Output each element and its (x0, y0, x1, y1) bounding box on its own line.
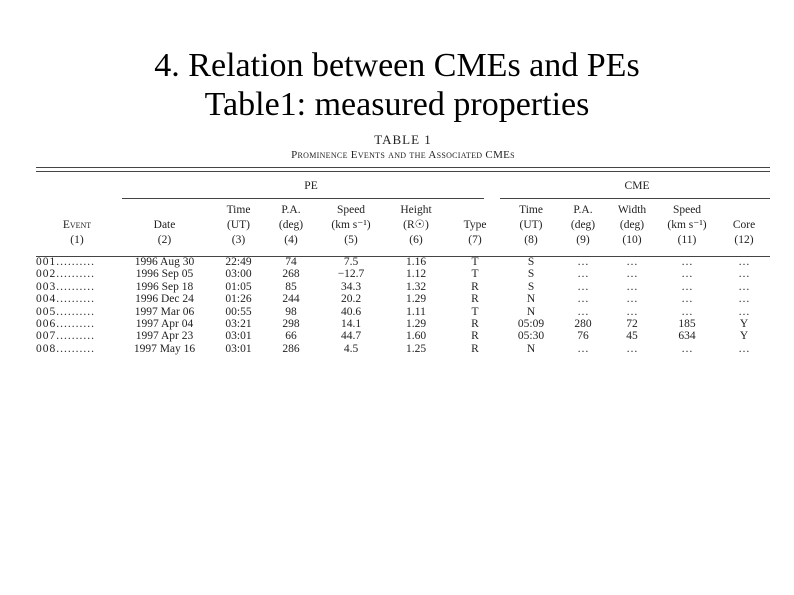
column-number: (9) (576, 234, 590, 246)
table-cell: 45 (626, 330, 638, 343)
table-cell: … (626, 305, 638, 318)
table-cell: 1.25 (405, 342, 427, 355)
table-cell: 280 (574, 318, 592, 331)
table-cell: 03:01 (225, 330, 252, 343)
event-cell: 004.......... (36, 293, 95, 306)
column-header: Core (732, 219, 756, 231)
table-cell: 01:05 (225, 280, 252, 293)
table-cell: … (577, 268, 589, 281)
column-header (36, 203, 118, 218)
table-cell: 05:30 (517, 330, 545, 343)
table-cell: Y (739, 330, 749, 343)
table-cell: … (626, 342, 638, 355)
column-header: (UT) (519, 219, 543, 231)
table-cell: … (738, 256, 750, 268)
event-cell: 005.......... (36, 305, 95, 318)
table-cell: 34.3 (340, 280, 362, 293)
table-cell: 03:01 (225, 342, 252, 355)
table-row (36, 281, 770, 293)
table-row (36, 256, 770, 268)
table-cell: R (471, 293, 479, 306)
table-cell: … (738, 305, 750, 318)
column-header: Time (519, 204, 543, 216)
table-cell: 20.2 (340, 293, 362, 306)
table-cell: R (471, 342, 479, 355)
table-cell: … (681, 268, 693, 281)
table-cell: … (626, 256, 638, 268)
event-cell: 002.......... (36, 268, 95, 281)
table-cell: T (471, 256, 479, 268)
slide-title: 4. Relation between CMEs and PEs (154, 47, 640, 84)
table-row (36, 306, 770, 318)
table-cell: … (681, 293, 693, 306)
table-cell: T (471, 305, 479, 318)
table-cell: … (577, 342, 589, 355)
table-cell: 286 (282, 342, 300, 355)
column-header (718, 203, 770, 218)
table-cell: 03:00 (225, 268, 252, 281)
properties-table (36, 175, 770, 355)
table-cell: N (526, 342, 536, 355)
table-cell: R (471, 318, 479, 331)
table-cell: 1997 Apr 04 (135, 318, 194, 331)
table-cell: R (471, 280, 479, 293)
group-header-cme: CME (624, 180, 650, 192)
table-cell: … (681, 305, 693, 318)
table-cell: 01:26 (225, 293, 252, 306)
column-number: (7) (468, 234, 482, 246)
column-header: P.A. (573, 204, 593, 216)
column-header: (UT) (227, 219, 250, 231)
column-header: (deg) (619, 219, 645, 231)
column-header: (km s⁻¹) (667, 219, 707, 231)
table-cell: 1997 Mar 06 (134, 305, 195, 318)
table-cell: 1.12 (405, 268, 427, 281)
table-cell: T (471, 268, 479, 281)
table-top-rule (36, 167, 770, 168)
column-header: Event (62, 219, 92, 231)
column-header (118, 203, 211, 218)
table-cell: … (738, 342, 750, 355)
column-header: Speed (336, 204, 366, 216)
table-cell: … (681, 342, 693, 355)
column-header: Time (226, 204, 251, 216)
table-cell: … (681, 280, 693, 293)
table-cell: 185 (678, 318, 696, 331)
table-cell: 7.5 (343, 256, 359, 268)
table-cell: … (738, 293, 750, 306)
event-cell: 003.......... (36, 280, 95, 293)
table-cell: … (577, 256, 589, 268)
table-cell: 00:55 (225, 305, 252, 318)
table-cell: 1.11 (406, 305, 426, 318)
column-header: (R☉) (403, 219, 429, 231)
event-cell: 008.......... (36, 342, 95, 355)
table-cell: 4.5 (343, 342, 359, 355)
column-header: Type (463, 219, 487, 231)
table-cell: S (527, 256, 535, 268)
column-header: Date (153, 219, 176, 231)
table-caption: Prominence Events and the Associated CMEs (291, 149, 515, 161)
table-cell: 268 (282, 268, 300, 281)
table-label: TABLE 1 (374, 132, 432, 147)
table-cell: S (527, 280, 535, 293)
table-cell: 1996 Dec 24 (135, 293, 194, 306)
column-header (446, 203, 504, 218)
column-number: (12) (734, 234, 754, 246)
table-cell: 44.7 (340, 330, 362, 343)
table-cell: 1996 Sep 18 (135, 280, 194, 293)
group-header-pe: PE (304, 180, 318, 192)
table-cell: −12.7 (337, 268, 365, 281)
header-row-2 (36, 218, 770, 233)
table-cell: 14.1 (340, 318, 362, 331)
column-number: (4) (284, 234, 298, 246)
column-number: (2) (157, 234, 172, 246)
table-cell: N (526, 293, 536, 306)
table-top-rule-2 (36, 171, 770, 172)
table-cell: 1997 May 16 (133, 342, 196, 355)
table-cell: 76 (577, 330, 589, 343)
table-cell: 1997 Apr 23 (135, 330, 194, 343)
table-cell: 72 (626, 318, 638, 331)
table-cell: 1.16 (405, 256, 427, 268)
table-cell: 1.29 (405, 293, 427, 306)
table-cell: 634 (678, 330, 696, 343)
column-header: Speed (672, 204, 702, 216)
column-number: (11) (677, 234, 697, 246)
table-cell: 22:49 (225, 256, 252, 268)
table-row (36, 343, 770, 355)
table-cell: 40.6 (340, 305, 362, 318)
table-cell: … (681, 256, 693, 268)
table-cell: 1.32 (405, 280, 427, 293)
table-cell: … (738, 268, 750, 281)
column-header: Width (617, 204, 647, 216)
table-row (36, 318, 770, 330)
column-number: (10) (622, 234, 642, 246)
table-cell: Y (739, 318, 749, 331)
table-cell: 1.60 (405, 330, 427, 343)
table-row (36, 330, 770, 342)
table-cell: 98 (285, 305, 297, 318)
table-cell: 1996 Sep 05 (135, 268, 194, 281)
table-cell: … (626, 268, 638, 281)
table-cell: … (577, 305, 589, 318)
column-number: (3) (231, 234, 246, 246)
column-number: (6) (409, 234, 423, 246)
event-cell: 001.......... (36, 256, 95, 268)
header-row-1 (36, 203, 770, 218)
table-cell: 85 (285, 280, 297, 293)
column-number: (5) (344, 234, 358, 246)
table-cell: 1.29 (405, 318, 427, 331)
table-cell: … (626, 280, 638, 293)
table-cell: 244 (282, 293, 300, 306)
slide-subtitle: Table1: measured properties (204, 86, 590, 123)
table-cell: N (526, 305, 536, 318)
table-row (36, 293, 770, 305)
table-cell: 66 (285, 330, 297, 343)
table-cell: … (577, 293, 589, 306)
table-cell: S (527, 268, 535, 281)
table-cell: R (471, 330, 479, 343)
table-cell: 1996 Aug 30 (134, 256, 195, 268)
table-cell: … (577, 280, 589, 293)
table-cell: 74 (285, 256, 297, 268)
table-cell: 05:09 (517, 318, 545, 331)
header-row-3 (36, 233, 770, 250)
column-header: (deg) (278, 219, 304, 231)
table-cell: 298 (282, 318, 300, 331)
event-cell: 006.......... (36, 318, 95, 331)
table-cell: 03:21 (225, 318, 252, 331)
column-header: Height (400, 204, 432, 216)
column-header: (km s⁻¹) (331, 219, 371, 231)
table-row (36, 268, 770, 280)
column-number: (8) (524, 234, 538, 246)
event-cell: 007.......... (36, 330, 95, 343)
column-number: (1) (70, 234, 84, 246)
column-header: P.A. (281, 204, 301, 216)
table-cell: … (626, 293, 638, 306)
column-header: (deg) (570, 219, 596, 231)
table-cell: … (738, 280, 750, 293)
